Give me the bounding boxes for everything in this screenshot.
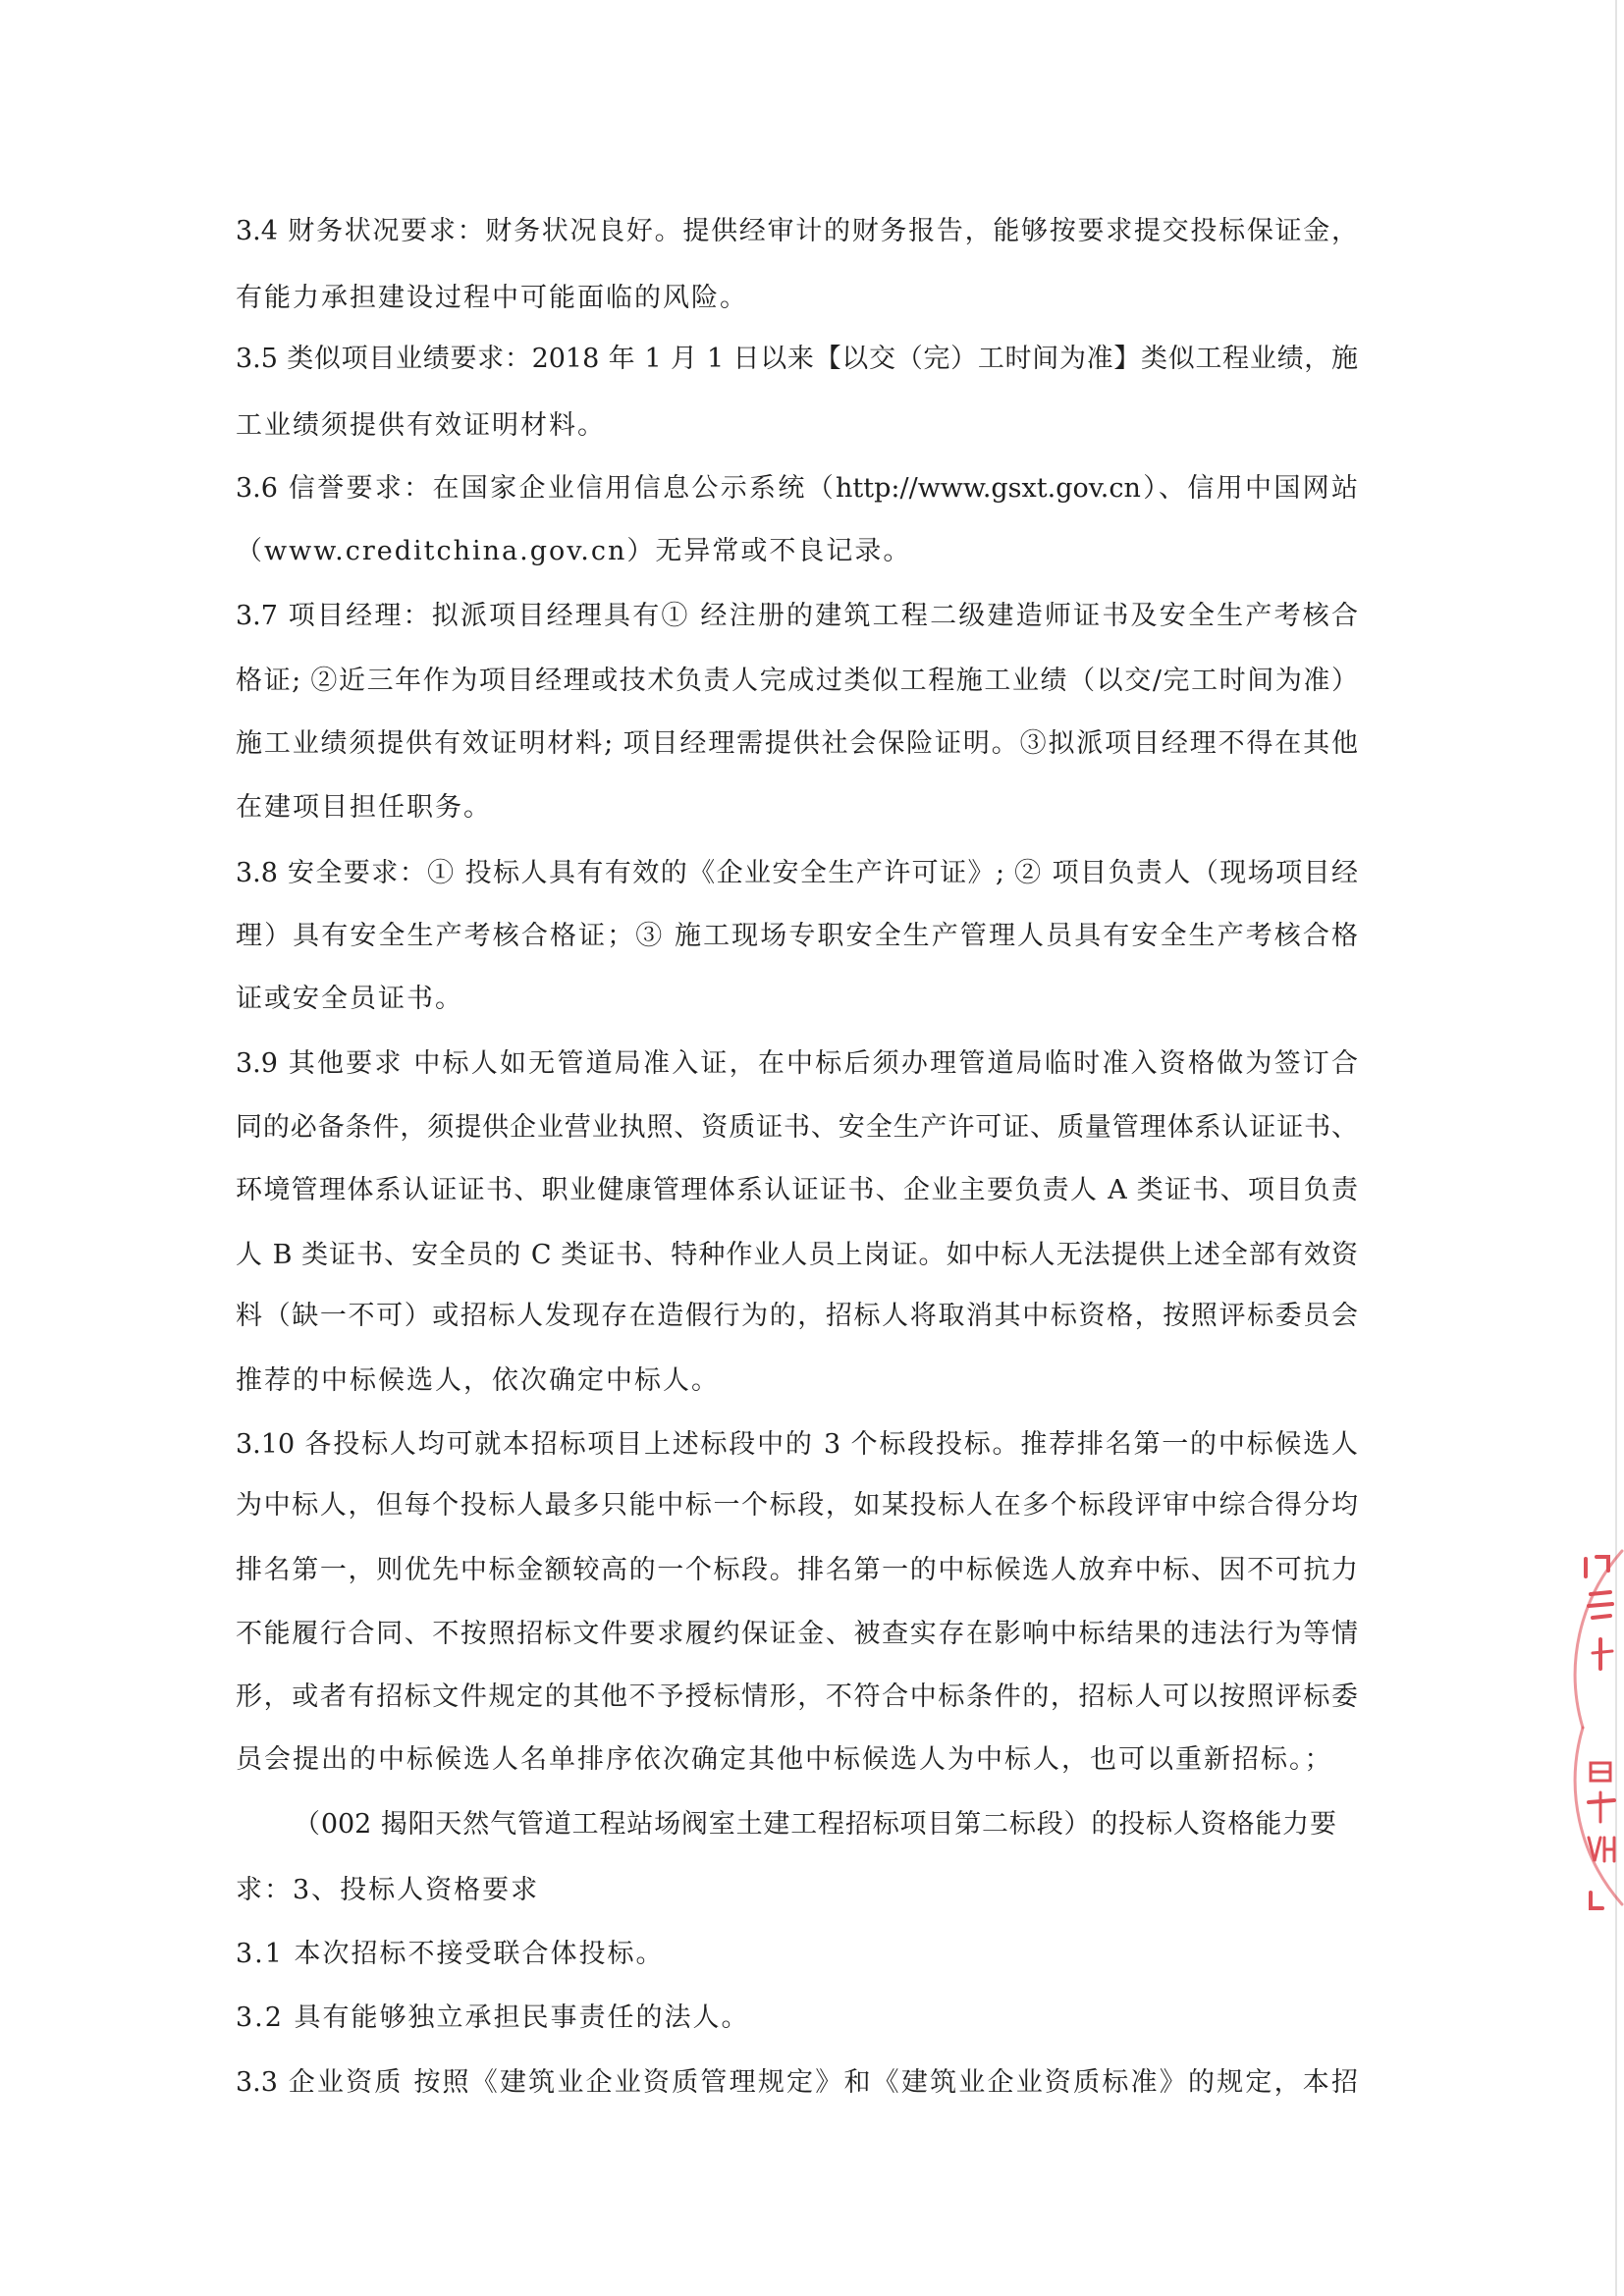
text-line: 环境管理体系认证证书、职业健康管理体系认证证书、企业主要负责人 A 类证书、项目负责 [236, 1175, 1358, 1205]
text-line: 求：3、投标人资格要求 [236, 1875, 540, 1905]
text-line: 3.5 类似项目业绩要求：2018 年 1 月 1 日以来【以交（完）工时间为准】类似工程业绩，施 [236, 344, 1358, 374]
text-line: 3.1 本次招标不接受联合体投标。 [236, 1939, 665, 1969]
text-line: 3.8 安全要求：① 投标人具有有效的《企业安全生产许可证》; ② 项目负责人（现场项目经 [236, 858, 1358, 888]
text-line: （002 揭阳天然气管道工程站场阀室土建工程招标项目第二标段）的投标人资格能力要 [294, 1809, 1336, 1840]
text-line: 施工业绩须提供有效证明材料; 项目经理需提供社会保险证明。③拟派项目经理不得在其他 [236, 728, 1358, 759]
text-line: 3.7 项目经理：拟派项目经理具有① 经注册的建筑工程二级建造师证书及安全生产考核合 [236, 601, 1358, 631]
text-line: 3.10 各投标人均可就本招标项目上述标段中的 3 个标段投标。推荐排名第一的中标候选人 [236, 1429, 1358, 1460]
text-line: 料（缺一不可）或招标人发现存在造假行为的，招标人将取消其中标资格，按照评标委员会 [236, 1301, 1358, 1331]
text-line: 形，或者有招标文件规定的其他不予授标情形，不符合中标条件的，招标人可以按照评标委 [236, 1682, 1358, 1712]
text-line: 推荐的中标候选人，依次确定中标人。 [236, 1365, 720, 1396]
text-line: 不能履行合同、不按照招标文件要求履约保证金、被查实存在影响中标结果的违法行为等情 [236, 1619, 1358, 1649]
text-line: 3.2 具有能够独立承担民事责任的法人。 [236, 2002, 750, 2033]
text-line: 有能力承担建设过程中可能面临的风险。 [236, 283, 748, 313]
text-line: 3.4 财务状况要求：财务状况良好。提供经审计的财务报告，能够按要求提交投标保证金， [236, 216, 1358, 246]
scan-edge-line [1615, 0, 1617, 2296]
text-line: 理）具有安全生产考核合格证；③ 施工现场专职安全生产管理人员具有安全生产考核合格 [236, 921, 1358, 951]
text-line: 为中标人，但每个投标人最多只能中标一个标段，如某投标人在多个标段评审中综合得分均 [236, 1490, 1358, 1521]
text-line: 同的必备条件，须提供企业营业执照、资质证书、安全生产许可证、质量管理体系认证证书、 [236, 1112, 1358, 1143]
text-line: 在建项目担任职务。 [236, 792, 492, 823]
text-line: 3.6 信誉要求：在国家企业信用信息公示系统（http://www.gsxt.gov.cn）、信用中国网站 [236, 473, 1358, 504]
text-line: 证或安全员证书。 [236, 984, 463, 1014]
text-line: 格证; ②近三年作为项目经理或技术负责人完成过类似工程施工业绩（以交/完工时间为准） [236, 666, 1358, 696]
text-line: 排名第一，则优先中标金额较高的一个标段。排名第一的中标候选人放弃中标、因不可抗力 [236, 1555, 1358, 1585]
text-line: 员会提出的中标候选人名单排序依次确定其他中标候选人为中标人，也可以重新招标。； [236, 1744, 1333, 1775]
text-line: （www.creditchina.gov.cn）无异常或不良记录。 [236, 536, 912, 566]
text-line: 3.3 企业资质 按照《建筑业企业资质管理规定》和《建筑业企业资质标准》的规定，本招 [236, 2067, 1358, 2098]
red-seal-stamp [1532, 1531, 1624, 1924]
text-line: 工业绩须提供有效证明材料。 [236, 410, 606, 441]
text-line: 3.9 其他要求 中标人如无管道局准入证，在中标后须办理管道局临时准入资格做为签订合 [236, 1048, 1358, 1079]
text-line: 人 B 类证书、安全员的 C 类证书、特种作业人员上岗证。如中标人无法提供上述全部有效资 [236, 1240, 1358, 1270]
